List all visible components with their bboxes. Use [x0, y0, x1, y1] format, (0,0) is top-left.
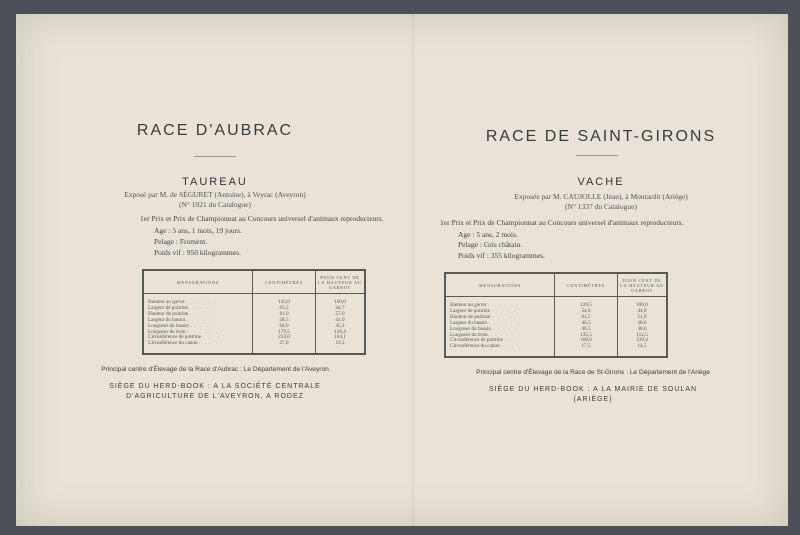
- age-line: Age : 5 ans, 2 mois.: [458, 230, 518, 239]
- measurements-table: [444, 272, 668, 358]
- pct-value: 44,7: [335, 304, 345, 311]
- table-row: Largeur de poitrine . . . . . 63,5 44,7: [143, 306, 365, 312]
- breeding-centre: Principal centre d'Élevage de la Race de St-Girons : Le Département de l'Ariège: [476, 369, 710, 376]
- table-row: Hauteur de poitrine . . . . . 81,0 57,0: [143, 312, 365, 318]
- animal-type: VACHE: [577, 176, 625, 188]
- cm-value: 179,5: [253, 330, 316, 336]
- table-row: Circonférence de poitrine . . . 168,0 139,4: [445, 338, 667, 344]
- cm-value: 61,5: [555, 315, 618, 321]
- row-label: Hauteur au garrot: [450, 302, 487, 308]
- divider-rule: [194, 156, 236, 157]
- cm-value: 135,5: [555, 333, 618, 339]
- document-page: [16, 14, 788, 526]
- column-header: POUR CENT DE LA HAUTEUR AU GARROT: [618, 273, 668, 297]
- pct-value: 164,1: [334, 334, 346, 341]
- cm-value: 64,0: [253, 324, 316, 330]
- cm-value: 63,5: [253, 306, 316, 312]
- table-row: Hauteur au garrot . . . . . . 142,0 100,0: [143, 300, 365, 306]
- cm-value: 27,0: [253, 341, 316, 347]
- column-header: CENTIMÈTRES: [253, 270, 316, 294]
- table-row: Largeur du bassin . . . . . . 58,5 41,0: [143, 318, 365, 324]
- cm-value: 120,5: [555, 303, 618, 309]
- table-row: Longueur du tronc . . . . . . 135,5 112,5: [445, 333, 667, 339]
- row-label: Largeur du bassin: [450, 319, 488, 326]
- race-title: RACE D'AUBRAC: [136, 122, 294, 139]
- table-row: Circonférence du canon . . . . 27,0 19,2: [143, 341, 365, 347]
- catalogue-number: (N° 1337 du Catalogue): [565, 202, 637, 211]
- row-label: Circonférence de poitrine: [148, 334, 202, 341]
- divider-rule: [576, 155, 618, 156]
- pct-value: 44,8: [637, 307, 647, 314]
- left-column-aubrac: [16, 14, 414, 526]
- row-label: Circonférence de poitrine: [450, 337, 504, 344]
- cm-value: 168,0: [555, 338, 618, 344]
- catalogue-number: (N° 1021 du Catalogue): [179, 200, 251, 209]
- column-header: CENTIMÈTRES: [555, 273, 618, 297]
- pelage-line: Pelage : Gris châtain.: [458, 240, 523, 249]
- pct-value: 139,4: [636, 337, 648, 344]
- table-row: Largeur du bassin . . . . . . 46,5 38,6: [445, 321, 667, 327]
- table-row: Circonférence du canon . . . . 17,5 14,5: [445, 344, 667, 350]
- herd-book-line-2: D'AGRICULTURE DE L'AVEYRON, A RODEZ: [126, 393, 304, 400]
- herd-book-line-2: (ARIÈGE): [573, 396, 613, 403]
- prize-line: 1er Prix et Prix de Championnat au Concours universel d'animaux reproducteurs.: [440, 218, 684, 227]
- row-label: Largeur du bassin: [148, 316, 186, 323]
- cm-value: 142,0: [253, 300, 316, 306]
- weight-line: Poids vif : 355 kilogrammes.: [458, 251, 545, 260]
- cm-value: 46,5: [555, 321, 618, 327]
- row-label: Circonférence du canon: [148, 340, 198, 347]
- column-header: MENSURATIONS: [143, 270, 253, 294]
- exhibitor-line: Exposée par M. CAUJOLLE (Jean), à Montardit (Ariège): [514, 192, 688, 201]
- herd-book-line-1: SIÈGE DU HERD-BOOK : A LA SOCIÉTÉ CENTRALE: [109, 383, 321, 390]
- race-title: RACE DE SAINT-GIRONS: [485, 128, 717, 145]
- cm-value: 46,5: [555, 327, 618, 333]
- pct-value: 45,1: [335, 322, 345, 329]
- pct-value: 51,0: [637, 313, 647, 320]
- pct-value: 100,0: [636, 302, 648, 308]
- row-label: Longueur du bassin: [450, 325, 491, 332]
- table-row: Longueur du tronc . . . . . . 179,5 126,4: [143, 330, 365, 336]
- cm-value: 17,5: [555, 344, 618, 350]
- herd-book-line-1: SIÈGE DU HERD-BOOK : A LA MAIRIE DE SOULAN: [488, 386, 698, 393]
- row-label: Longueur du tronc: [450, 331, 489, 338]
- pelage-line: Pelage : Froment.: [154, 237, 208, 246]
- pct-value: 38,6: [637, 319, 647, 326]
- cm-value: 233,0: [253, 335, 316, 341]
- row-label: Longueur du tronc: [148, 328, 187, 335]
- cm-value: 81,0: [253, 312, 316, 318]
- age-line: Age : 5 ans, 1 mois, 19 jours.: [154, 226, 242, 235]
- measurements-table: [142, 269, 366, 355]
- exhibitor-line: Exposé par M. de SÉGURET (Antoine), à Veyrac (Aveyron): [124, 190, 306, 199]
- prize-line: 1er Prix et Prix de Championnat au Concours universel d'animaux reproducteurs.: [140, 214, 384, 223]
- column-header: POUR CENT DE LA HAUTEUR AU GARROT: [316, 270, 366, 294]
- table-row: Hauteur au garrot . . . . . . 120,5 100,0: [445, 303, 667, 309]
- row-label: Hauteur de poitrine: [450, 313, 491, 320]
- table-row: Longueur du bassin . . . . . 46,5 38,6: [445, 327, 667, 333]
- row-label: Circonférence du canon: [450, 343, 500, 350]
- weight-line: Poids vif : 950 kilogrammes.: [154, 248, 241, 257]
- animal-type: TAUREAU: [182, 176, 248, 188]
- table-row: Largeur de poitrine . . . . . 54,0 44,8: [445, 309, 667, 315]
- row-label: Hauteur au garrot: [148, 299, 185, 305]
- row-label: Longueur du bassin: [148, 322, 189, 329]
- pct-value: 19,2: [335, 340, 345, 347]
- table-row: Hauteur de poitrine . . . . . 61,5 51,0: [445, 315, 667, 321]
- table-row: Longueur du bassin . . . . . 64,0 45,1: [143, 324, 365, 330]
- table-row: Circonférence de poitrine . . . 233,0 164,1: [143, 335, 365, 341]
- cm-value: 58,5: [253, 318, 316, 324]
- right-column-saint-girons: [414, 14, 788, 526]
- row-label: Largeur de poitrine: [450, 307, 490, 314]
- pct-value: 38,6: [637, 325, 647, 332]
- pct-value: 41,0: [335, 316, 345, 323]
- column-header: MENSURATIONS: [445, 273, 555, 297]
- pct-value: 112,5: [636, 331, 648, 338]
- pct-value: 57,0: [335, 310, 345, 317]
- pct-value: 126,4: [334, 328, 346, 335]
- cm-value: 54,0: [555, 309, 618, 315]
- pct-value: 14,5: [637, 343, 647, 350]
- row-label: Hauteur de poitrine: [148, 310, 189, 317]
- breeding-centre: Principal centre d'Élevage de la Race d'Aubrac : Le Département de l'Aveyron: [101, 366, 329, 373]
- pct-value: 100,0: [334, 299, 346, 305]
- row-label: Largeur de poitrine: [148, 304, 188, 311]
